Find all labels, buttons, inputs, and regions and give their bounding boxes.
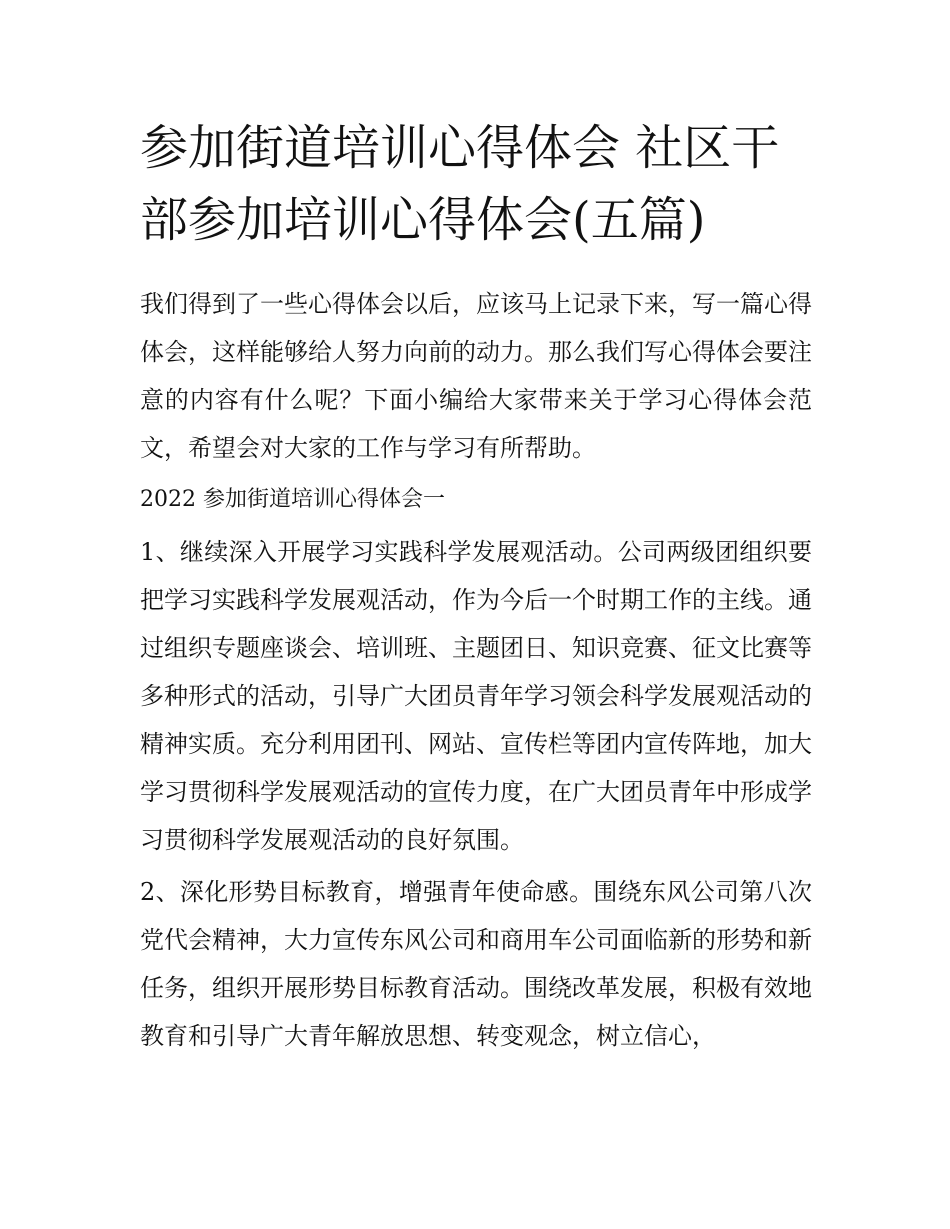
document-title: 参加街道培训心得体会 社区干部参加培训心得体会(五篇)	[140, 120, 780, 248]
intro-paragraph: 我们得到了一些心得体会以后，应该马上记录下来，写一篇心得体会，这样能够给人努力向前的动力。那么我们写心得体会要注意的内容有什么呢？下面小编给大家带来关于学习心得体会范文，希望会对大家的工作与学习有所帮助。	[140, 290, 812, 462]
body-paragraph-2: 2、深化形势目标教育，增强青年使命感。围绕东风公司第八次党代会精神，大力宣传东风公司和商用车公司面临新的形势和新任务，组织开展形势目标教育活动。围绕改革发展，积极有效地教育和引导广大青年解放思想、转变观念，树立信心，	[140, 878, 812, 1050]
section-heading: 2022 参加街道培训心得体会一	[140, 487, 445, 512]
body-paragraph-1: 1、继续深入开展学习实践科学发展观活动。公司两级团组织要把学习实践科学发展观活动，作为今后一个时期工作的主线。通过组织专题座谈会、培训班、主题团日、知识竞赛、征文比赛等多种形式的活动，引导广大团员青年学习领会科学发展观活动的精神实质。充分利用团刊、网站、宣传栏等团内宣传阵地，加大学习贯彻科学发展观活动的宣传力度，在广大团员青年中形成学习贯彻科学发展观活动的良好氛围。	[140, 538, 812, 854]
document-page	[140, 112, 812, 1060]
